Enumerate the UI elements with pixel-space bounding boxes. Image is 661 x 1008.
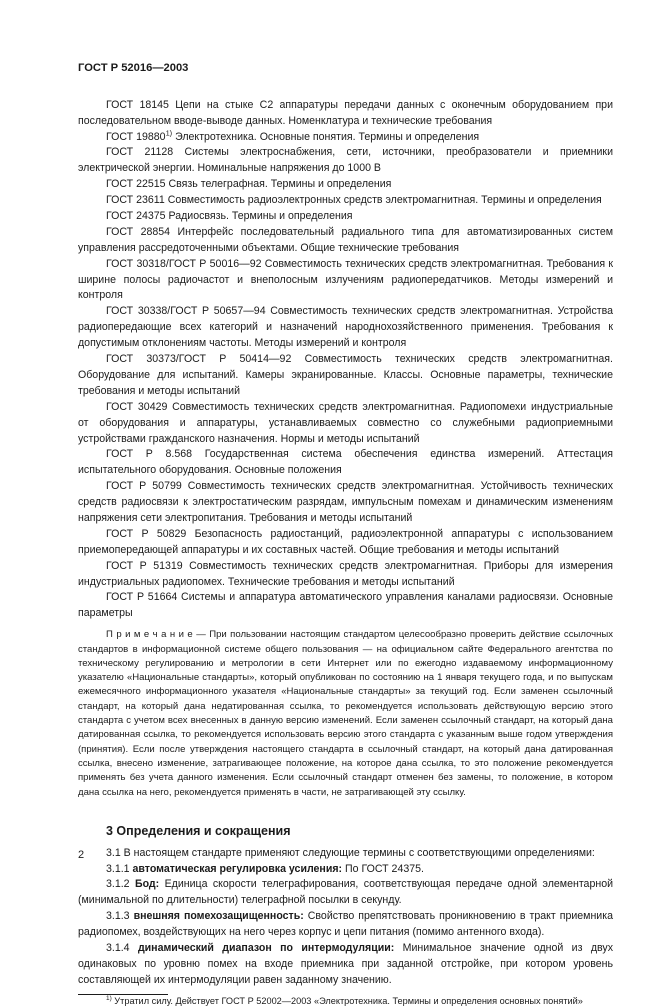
term-def: Минимальное значение одной из двух одинаковых по уровню помех на входе приемника при заданной отстройке, при котором уровень составляющей их интермодуляции равен заданному значению. — [78, 942, 613, 986]
term-definition — [78, 862, 613, 878]
reference-item: ГОСТ 30429 Совместимость технических средств электромагнитная. Радиопомехи индустриальные от оборудования и аппаратуры, устанавливаемых совместно со служебными радиоприемными устройствами гражданского назначения. Нормы и методы испытаний — [78, 400, 613, 445]
reference-item: ГОСТ 28854 Интерфейс последовательный радиального типа для автоматизированных систем управления рассредоточенными объектами. Общие технические требования — [78, 225, 613, 254]
term-definition — [78, 877, 613, 909]
term-name: динамический диапазон по интермодуляции: — [137, 942, 395, 955]
reference-item: ГОСТ 18145 Цепи на стыке С2 аппаратуры передачи данных с оконечным оборудованием при последовательном вводе-выводе данных. Номенклатура и технические требования — [78, 98, 613, 127]
section-intro: 3.1 В настоящем стандарте применяют следующие термины с соответствующими определениями: — [106, 846, 595, 859]
footnote — [78, 995, 613, 1008]
term-def: По ГОСТ 24375. — [342, 862, 424, 875]
term-number: 3.1.2 — [106, 878, 135, 891]
term-definition — [78, 909, 613, 941]
reference-item-footnoted — [78, 130, 613, 146]
term-def: Свойство препятствовать проникновению в тракт приемника радиопомех, воздействующих на него через корпус и цепи питания (помимо антенного входа). — [78, 910, 613, 939]
reference-item: ГОСТ 24375 Радиосвязь. Термины и определения — [106, 210, 353, 223]
reference-item: ГОСТ 21128 Системы электроснабжения, сети, источники, преобразователи и приемники электрической энергии. Номинальные напряжения до 1000 В — [78, 146, 613, 175]
footnote-marker: 1) — [106, 994, 112, 1002]
footnote-text: Утратил силу. Действует ГОСТ Р 52002—2003 «Электротехника. Термины и определения основных понятий» — [111, 995, 583, 1006]
reference-item: ГОСТ 30373/ГОСТ Р 50414—92 Совместимость технических средств электромагнитная. Оборудование для испытаний. Камеры экранированные. Классы. Основные параметры, технические требования и методы испытаний — [78, 353, 613, 397]
reference-item: ГОСТ Р 51319 Совместимость технических средств электромагнитная. Приборы для измерения индустриальных радиопомех. Технические требования и методы испытаний — [78, 559, 613, 588]
term-name: внешняя помехозащищенность: — [133, 910, 304, 923]
reference-note — [78, 628, 613, 800]
footnote-marker: 1) — [165, 128, 173, 138]
reference-item: ГОСТ Р 50799 Совместимость технических средств электромагнитная. Устойчивость технических средств радиосвязи к электростатическим разрядам, импульсным помехам и динамическим изменениям напряжения сети электропитания. Требования и методы испытаний — [78, 480, 613, 524]
reference-item: ГОСТ 30318/ГОСТ Р 50016—92 Совместимость технических средств электромагнитная. Требования к ширине полосы радиочастот и внеполосным излучениям радиопередатчиков. Методы измерений и контроля — [78, 257, 613, 302]
term-name: автоматическая регулировка усиления: — [132, 862, 343, 875]
document-page — [78, 60, 613, 1008]
normative-references-list — [78, 98, 613, 622]
reference-item: ГОСТ Р 50829 Безопасность радиостанций, радиоэлектронной аппаратуры с использованием приемопередающей аппаратуры и их составных частей. Общие требования и методы испытаний — [78, 527, 613, 556]
term-number: 3.1.3 — [106, 910, 134, 923]
section-title: 3 Определения и сокращения — [106, 823, 291, 838]
term-definition — [78, 941, 613, 989]
page-number: 2 — [78, 849, 85, 861]
term-number: 3.1.4 — [106, 942, 138, 955]
term-name: Бод: — [134, 878, 160, 891]
term-def: Единица скорости телеграфирования, соответствующая передаче одной элементарной (минимальной по длительности) телеграфной посылки в секунду. — [78, 878, 613, 907]
reference-number: ГОСТ 19880 — [106, 130, 166, 143]
reference-text: Электротехника. Основные понятия. Термины и определения — [172, 130, 480, 143]
reference-item: ГОСТ 23611 Совместимость радиоэлектронных средств электромагнитная. Термины и определения — [106, 194, 602, 207]
document-header: ГОСТ Р 52016—2003 — [78, 62, 189, 74]
reference-item: ГОСТ 22515 Связь телеграфная. Термины и определения — [106, 178, 392, 191]
reference-item: ГОСТ Р 51664 Системы и аппаратура автоматического управления каналами радиосвязи. Основные параметры — [78, 591, 613, 620]
note-text: — При пользовании настоящим стандартом целесообразно проверить действие ссылочных стандартов в информационной системе общего пользования — на официальном сайте Федерального агентства по техническому регулированию и метрологии в сети Интернет или по ежегодно издаваемому информационному указателю «Национальные стандарты», который опубликован по состоянию на 1 января текущего года, и по выпускам ежемесячного информационного указателя «Национальные стандарты» за текущий год. Если заменен ссылочный стандарт, на который дана недатированная ссылка, то рекомендуется использовать действующую версию этого стандарта с учетом всех внесенных в данную версию изменений. Если заменен ссылочный стандарт, на который дана датированная ссылка, то рекомендуется использовать версию этого стандарта с указанным выше годом утверждения (принятия). Если после утверждения настоящего стандарта в ссылочный стандарт, на который дана датированная ссылка, внесено изменение, затрагивающее положение, на которое дана ссылка, то это положение рекомендуется применять без учета данного изменения. Если ссылочный стандарт отменен без замены, то положение, в котором дана ссылка на него, рекомендуется применять в части, не затрагивающей эту ссылку. — [78, 629, 613, 798]
term-number: 3.1.1 — [106, 862, 133, 875]
reference-item: ГОСТ Р 8.568 Государственная система обеспечения единства измерений. Аттестация испытательного оборудования. Основные положения — [78, 448, 613, 477]
note-label: П р и м е ч а н и е — [106, 629, 193, 641]
reference-item: ГОСТ 30338/ГОСТ Р 50657—94 Совместимость технических средств электромагнитная. Устройства радиопередающие всех категорий и назначений народнохозяйственного применения. Требования к допустимым отклонениям частоты. Методы измерений и контроля — [78, 305, 613, 350]
